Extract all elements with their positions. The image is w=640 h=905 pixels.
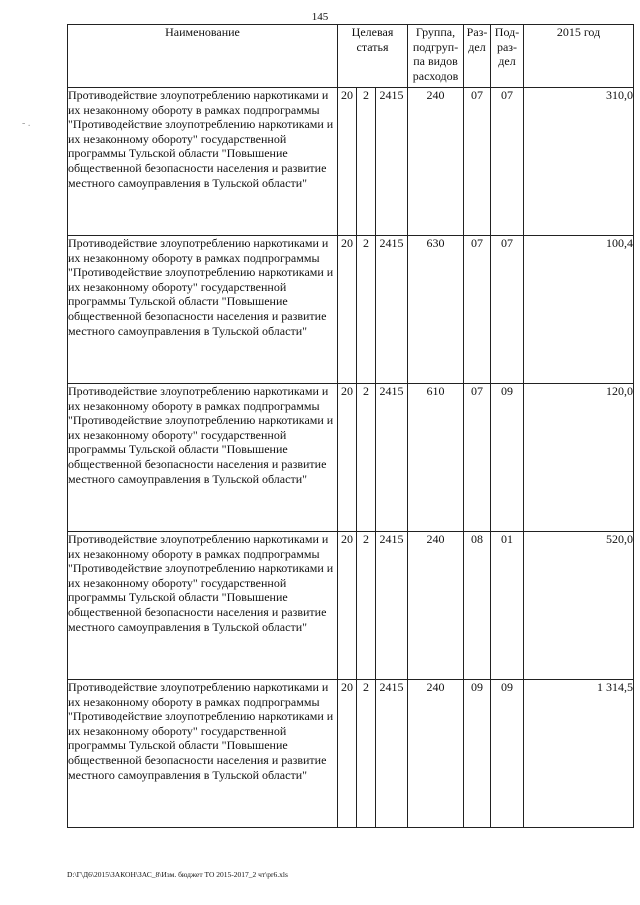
- footer-file-path: D:\Г\Д6\2015\ЗАКОН\ЗАС_8\Изм. бюджет ТО 2015-2017_2 чт\pr6.xls: [67, 870, 288, 879]
- header-name: Наименование: [68, 25, 338, 88]
- row-code-direction-cell: 2415: [376, 236, 408, 384]
- table-header-row: [68, 25, 634, 88]
- row-code-program-cell: 20: [338, 88, 357, 236]
- row-code-program-cell: 20: [338, 532, 357, 680]
- row-code-direction-cell: 2415: [376, 532, 408, 680]
- budget-table: [67, 24, 634, 828]
- row-subsection-cell: 09: [491, 384, 524, 532]
- table-row: [68, 88, 634, 236]
- row-code-subprogram-cell: 2: [357, 236, 376, 384]
- row-code-subprogram-cell: 2: [357, 88, 376, 236]
- row-code-program-cell: 20: [338, 680, 357, 828]
- row-code-subprogram-cell: 2: [357, 384, 376, 532]
- row-amount-cell: 520,0: [524, 532, 634, 680]
- row-name-cell: Противодействие злоупотреблению наркотиками и их незаконному обороту в рамках подпрограммы "Противодействие злоупотреблению наркотиками и их незаконному обороту" государственной программы Тульской области "Повышение общественной безопасности населения и развитие местного самоуправления в Тульской области": [68, 532, 338, 680]
- row-code-direction-cell: 2415: [376, 680, 408, 828]
- row-expense-group-cell: 240: [408, 680, 464, 828]
- scan-mark: - .: [22, 118, 31, 129]
- table-row: [68, 236, 634, 384]
- row-name-cell: Противодействие злоупотреблению наркотиками и их незаконному обороту в рамках подпрограммы "Противодействие злоупотреблению наркотиками и их незаконному обороту" государственной программы Тульской области "Повышение общественной безопасности населения и развитие местного самоуправления в Тульской области": [68, 88, 338, 236]
- row-expense-group-cell: 610: [408, 384, 464, 532]
- table-row: [68, 680, 634, 828]
- row-expense-group-cell: 630: [408, 236, 464, 384]
- row-expense-group-cell: 240: [408, 532, 464, 680]
- page-number: 145: [311, 11, 329, 23]
- header-expense-group: Группа, подгруп-па видов расходов: [408, 25, 464, 88]
- table-row: [68, 532, 634, 680]
- row-section-cell: 07: [464, 384, 491, 532]
- row-code-program-cell: 20: [338, 384, 357, 532]
- row-section-cell: 08: [464, 532, 491, 680]
- header-year-2015: 2015 год: [524, 25, 634, 88]
- row-name-cell: Противодействие злоупотреблению наркотиками и их незаконному обороту в рамках подпрограммы "Противодействие злоупотреблению наркотиками и их незаконному обороту" государственной программы Тульской области "Повышение общественной безопасности населения и развитие местного самоуправления в Тульской области": [68, 680, 338, 828]
- header-subsection: Под-раз-дел: [491, 25, 524, 88]
- row-code-direction-cell: 2415: [376, 88, 408, 236]
- row-code-direction-cell: 2415: [376, 384, 408, 532]
- row-amount-cell: 1 314,5: [524, 680, 634, 828]
- row-expense-group-cell: 240: [408, 88, 464, 236]
- header-target-article: Целевая статья: [338, 25, 408, 88]
- header-section: Раз-дел: [464, 25, 491, 88]
- row-subsection-cell: 07: [491, 236, 524, 384]
- row-subsection-cell: 01: [491, 532, 524, 680]
- row-name-cell: Противодействие злоупотреблению наркотиками и их незаконному обороту в рамках подпрограммы "Противодействие злоупотреблению наркотиками и их незаконному обороту" государственной программы Тульской области "Повышение общественной безопасности населения и развитие местного самоуправления в Тульской области": [68, 384, 338, 532]
- row-amount-cell: 100,4: [524, 236, 634, 384]
- row-amount-cell: 120,0: [524, 384, 634, 532]
- row-code-subprogram-cell: 2: [357, 532, 376, 680]
- table-body: [68, 88, 634, 828]
- row-section-cell: 07: [464, 236, 491, 384]
- row-name-cell: Противодействие злоупотреблению наркотиками и их незаконному обороту в рамках подпрограммы "Противодействие злоупотреблению наркотиками и их незаконному обороту" государственной программы Тульской области "Повышение общественной безопасности населения и развитие местного самоуправления в Тульской области": [68, 236, 338, 384]
- row-amount-cell: 310,0: [524, 88, 634, 236]
- row-subsection-cell: 09: [491, 680, 524, 828]
- row-code-subprogram-cell: 2: [357, 680, 376, 828]
- row-code-program-cell: 20: [338, 236, 357, 384]
- row-subsection-cell: 07: [491, 88, 524, 236]
- table-row: [68, 384, 634, 532]
- row-section-cell: 07: [464, 88, 491, 236]
- row-section-cell: 09: [464, 680, 491, 828]
